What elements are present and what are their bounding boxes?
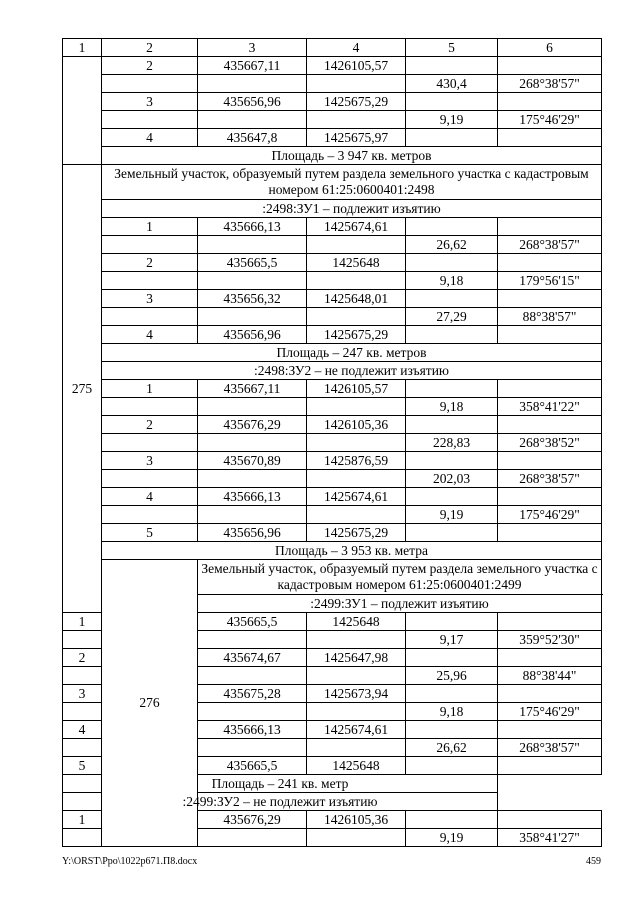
x-coordinate-cell <box>198 739 307 757</box>
info-row <box>63 362 602 380</box>
direction-cell: 358°41'27" <box>498 829 602 847</box>
y-coordinate-cell: 1425876,59 <box>307 452 406 470</box>
point-number-cell: 3 <box>63 685 102 703</box>
segment-row <box>63 236 602 254</box>
direction-cell: 88°38'57" <box>498 308 602 326</box>
direction-cell <box>498 452 602 470</box>
point-row <box>63 416 602 434</box>
info-row <box>63 200 602 218</box>
header-cell: 3 <box>198 39 307 57</box>
y-coordinate-cell: 1425647,98 <box>307 649 406 667</box>
x-coordinate-cell: 435647,8 <box>198 129 307 147</box>
point-row <box>63 93 602 111</box>
distance-cell <box>406 290 498 308</box>
parcel-title-row <box>63 560 602 595</box>
header-cell: 2 <box>102 39 198 57</box>
point-row <box>63 488 602 506</box>
point-number-cell: 1 <box>63 811 102 829</box>
header-cell: 1 <box>63 39 102 57</box>
distance-cell <box>406 721 498 739</box>
direction-cell: 175°46'29" <box>498 506 602 524</box>
x-coordinate-cell <box>198 308 307 326</box>
info-cell: Площадь – 3 953 кв. метра <box>102 542 602 560</box>
info-row <box>63 344 602 362</box>
direction-cell <box>498 649 602 667</box>
direction-cell: 268°38'57" <box>498 236 602 254</box>
x-coordinate-cell: 435675,28 <box>198 685 307 703</box>
y-coordinate-cell: 1425675,97 <box>307 129 406 147</box>
parcel-number-cell <box>63 57 102 165</box>
point-row <box>63 57 602 75</box>
footer-page-number: 459 <box>586 856 601 867</box>
y-coordinate-cell <box>307 739 406 757</box>
segment-row <box>63 111 602 129</box>
point-row <box>63 129 602 147</box>
distance-cell <box>406 326 498 344</box>
point-number-cell <box>102 434 198 452</box>
distance-cell: 9,18 <box>406 398 498 416</box>
point-number-cell <box>63 829 102 847</box>
y-coordinate-cell <box>307 398 406 416</box>
info-cell: :2498:ЗУ2 – не подлежит изъятию <box>102 362 602 380</box>
distance-cell <box>406 613 498 631</box>
distance-cell: 26,62 <box>406 739 498 757</box>
footer-file-path: Y:\ORST\Ppo\1022p671.П8.docx <box>62 856 198 867</box>
y-coordinate-cell <box>307 434 406 452</box>
x-coordinate-cell: 435656,96 <box>198 326 307 344</box>
x-coordinate-cell: 435665,5 <box>198 613 307 631</box>
x-coordinate-cell: 435665,5 <box>198 757 307 775</box>
point-number-cell <box>63 739 102 757</box>
point-number-cell: 4 <box>63 721 102 739</box>
direction-cell <box>498 721 602 739</box>
point-number-cell: 4 <box>102 488 198 506</box>
distance-cell: 9,17 <box>406 631 498 649</box>
info-row <box>63 542 602 560</box>
direction-cell <box>498 811 602 829</box>
parcel-number-cell: 275 <box>63 165 102 613</box>
point-row <box>63 254 602 272</box>
info-cell: Площадь – 247 кв. метров <box>102 344 602 362</box>
parcel-title-cell: Земельный участок, образуемый путем раздела земельного участка с кадастровым номером 61:25:0600401:2498 <box>102 165 602 200</box>
point-number-cell <box>102 75 198 93</box>
segment-row <box>63 470 602 488</box>
x-coordinate-cell: 435674,67 <box>198 649 307 667</box>
point-row <box>63 218 602 236</box>
info-row <box>63 793 602 811</box>
direction-cell: 175°46'29" <box>498 703 602 721</box>
distance-cell <box>406 93 498 111</box>
y-coordinate-cell: 1425674,61 <box>307 721 406 739</box>
point-number-cell: 2 <box>102 254 198 272</box>
direction-cell <box>498 685 602 703</box>
point-number-cell: 4 <box>102 129 198 147</box>
direction-cell <box>498 93 602 111</box>
distance-cell: 9,19 <box>406 829 498 847</box>
distance-cell <box>406 811 498 829</box>
direction-cell: 88°38'44" <box>498 667 602 685</box>
header-cell: 4 <box>307 39 406 57</box>
distance-cell <box>406 685 498 703</box>
point-number-cell: 1 <box>63 613 102 631</box>
direction-cell: 358°41'22" <box>498 398 602 416</box>
direction-cell: 268°38'57" <box>498 75 602 93</box>
x-coordinate-cell <box>198 434 307 452</box>
direction-cell <box>498 613 602 631</box>
direction-cell: 268°38'52" <box>498 434 602 452</box>
y-coordinate-cell <box>307 829 406 847</box>
y-coordinate-cell <box>307 703 406 721</box>
distance-cell: 25,96 <box>406 667 498 685</box>
info-cell: :2498:ЗУ1 – подлежит изъятию <box>102 200 602 218</box>
y-coordinate-cell: 1425648 <box>307 613 406 631</box>
y-coordinate-cell: 1426105,36 <box>307 416 406 434</box>
point-number-cell: 3 <box>102 93 198 111</box>
x-coordinate-cell: 435667,11 <box>198 57 307 75</box>
x-coordinate-cell: 435667,11 <box>198 380 307 398</box>
point-number-cell: 1 <box>102 380 198 398</box>
x-coordinate-cell: 435656,96 <box>198 93 307 111</box>
point-number-cell: 5 <box>102 524 198 542</box>
x-coordinate-cell: 435666,13 <box>198 721 307 739</box>
point-row <box>63 524 602 542</box>
y-coordinate-cell <box>307 506 406 524</box>
info-cell: :2499:ЗУ2 – не подлежит изъятию <box>63 793 498 811</box>
parcel-title-row <box>63 165 602 200</box>
segment-row <box>63 308 602 326</box>
header-cell: 5 <box>406 39 498 57</box>
distance-cell <box>406 129 498 147</box>
x-coordinate-cell <box>198 75 307 93</box>
y-coordinate-cell: 1425674,61 <box>307 218 406 236</box>
distance-cell: 26,62 <box>406 236 498 254</box>
point-number-cell <box>102 111 198 129</box>
x-coordinate-cell <box>198 272 307 290</box>
point-number-cell <box>63 703 102 721</box>
x-coordinate-cell <box>198 236 307 254</box>
y-coordinate-cell: 1426105,36 <box>307 811 406 829</box>
point-number-cell <box>102 272 198 290</box>
direction-cell <box>498 380 602 398</box>
point-row <box>63 380 602 398</box>
x-coordinate-cell <box>198 470 307 488</box>
distance-cell <box>406 380 498 398</box>
x-coordinate-cell <box>198 667 307 685</box>
y-coordinate-cell: 1426105,57 <box>307 57 406 75</box>
header-cell: 6 <box>498 39 602 57</box>
y-coordinate-cell: 1425673,94 <box>307 685 406 703</box>
x-coordinate-cell: 435656,32 <box>198 290 307 308</box>
y-coordinate-cell <box>307 111 406 129</box>
x-coordinate-cell <box>198 703 307 721</box>
point-number-cell <box>63 667 102 685</box>
distance-cell: 27,29 <box>406 308 498 326</box>
point-number-cell: 3 <box>102 452 198 470</box>
point-row <box>63 326 602 344</box>
distance-cell: 228,83 <box>406 434 498 452</box>
direction-cell <box>498 416 602 434</box>
point-number-cell: 1 <box>102 218 198 236</box>
x-coordinate-cell: 435665,5 <box>198 254 307 272</box>
y-coordinate-cell: 1426105,57 <box>307 380 406 398</box>
y-coordinate-cell: 1425675,29 <box>307 524 406 542</box>
y-coordinate-cell <box>307 75 406 93</box>
y-coordinate-cell <box>307 308 406 326</box>
point-number-cell <box>102 470 198 488</box>
direction-cell: 175°46'29" <box>498 111 602 129</box>
x-coordinate-cell: 435666,13 <box>198 218 307 236</box>
point-number-cell <box>102 236 198 254</box>
x-coordinate-cell: 435656,96 <box>198 524 307 542</box>
point-number-cell <box>102 308 198 326</box>
direction-cell <box>498 57 602 75</box>
x-coordinate-cell <box>198 829 307 847</box>
point-number-cell: 4 <box>102 326 198 344</box>
direction-cell <box>498 524 602 542</box>
distance-cell <box>406 524 498 542</box>
parcel-title-cell: Земельный участок, образуемый путем раздела земельного участка с кадастровым номером 61:25:0600401:2499 <box>198 560 602 595</box>
segment-row <box>63 75 602 93</box>
segment-row <box>63 398 602 416</box>
parcel-number-cell: 276 <box>102 560 198 847</box>
direction-cell: 359°52'30" <box>498 631 602 649</box>
point-number-cell: 5 <box>63 757 102 775</box>
y-coordinate-cell: 1425675,29 <box>307 93 406 111</box>
point-number-cell: 2 <box>63 649 102 667</box>
direction-cell: 179°56'15" <box>498 272 602 290</box>
distance-cell <box>406 416 498 434</box>
x-coordinate-cell: 435676,29 <box>198 416 307 434</box>
distance-cell: 202,03 <box>406 470 498 488</box>
y-coordinate-cell <box>307 667 406 685</box>
direction-cell <box>498 254 602 272</box>
direction-cell <box>498 129 602 147</box>
x-coordinate-cell: 435670,89 <box>198 452 307 470</box>
x-coordinate-cell <box>198 631 307 649</box>
direction-cell <box>498 290 602 308</box>
y-coordinate-cell: 1425674,61 <box>307 488 406 506</box>
info-cell: :2499:ЗУ1 – подлежит изъятию <box>198 595 602 613</box>
y-coordinate-cell <box>307 272 406 290</box>
point-number-cell <box>63 631 102 649</box>
distance-cell: 9,19 <box>406 111 498 129</box>
point-number-cell: 2 <box>102 57 198 75</box>
direction-cell: 268°38'57" <box>498 470 602 488</box>
distance-cell <box>406 757 498 775</box>
direction-cell <box>498 757 602 775</box>
distance-cell: 430,4 <box>406 75 498 93</box>
distance-cell <box>406 452 498 470</box>
distance-cell <box>406 488 498 506</box>
y-coordinate-cell <box>307 631 406 649</box>
info-row <box>63 147 602 165</box>
distance-cell: 9,18 <box>406 703 498 721</box>
point-row <box>63 452 602 470</box>
segment-row <box>63 272 602 290</box>
y-coordinate-cell <box>307 236 406 254</box>
point-number-cell <box>102 506 198 524</box>
x-coordinate-cell <box>198 111 307 129</box>
point-number-cell: 3 <box>102 290 198 308</box>
y-coordinate-cell: 1425648 <box>307 254 406 272</box>
distance-cell <box>406 57 498 75</box>
x-coordinate-cell: 435666,13 <box>198 488 307 506</box>
distance-cell <box>406 649 498 667</box>
x-coordinate-cell: 435676,29 <box>198 811 307 829</box>
distance-cell: 9,18 <box>406 272 498 290</box>
info-cell: Площадь – 3 947 кв. метров <box>102 147 602 165</box>
direction-cell <box>498 218 602 236</box>
coordinates-table-body <box>63 39 602 847</box>
distance-cell <box>406 254 498 272</box>
y-coordinate-cell: 1425648,01 <box>307 290 406 308</box>
y-coordinate-cell: 1425675,29 <box>307 326 406 344</box>
x-coordinate-cell <box>198 398 307 416</box>
info-cell: Площадь – 241 кв. метр <box>63 775 498 793</box>
direction-cell <box>498 488 602 506</box>
direction-cell: 268°38'57" <box>498 739 602 757</box>
point-number-cell: 2 <box>102 416 198 434</box>
segment-row <box>63 506 602 524</box>
segment-row <box>63 434 602 452</box>
distance-cell: 9,19 <box>406 506 498 524</box>
table-header-row <box>63 39 602 57</box>
coordinates-table <box>62 38 602 847</box>
direction-cell <box>498 326 602 344</box>
x-coordinate-cell <box>198 506 307 524</box>
point-row <box>63 290 602 308</box>
distance-cell <box>406 218 498 236</box>
y-coordinate-cell: 1425648 <box>307 757 406 775</box>
point-number-cell <box>102 398 198 416</box>
info-row <box>63 775 602 793</box>
y-coordinate-cell <box>307 470 406 488</box>
